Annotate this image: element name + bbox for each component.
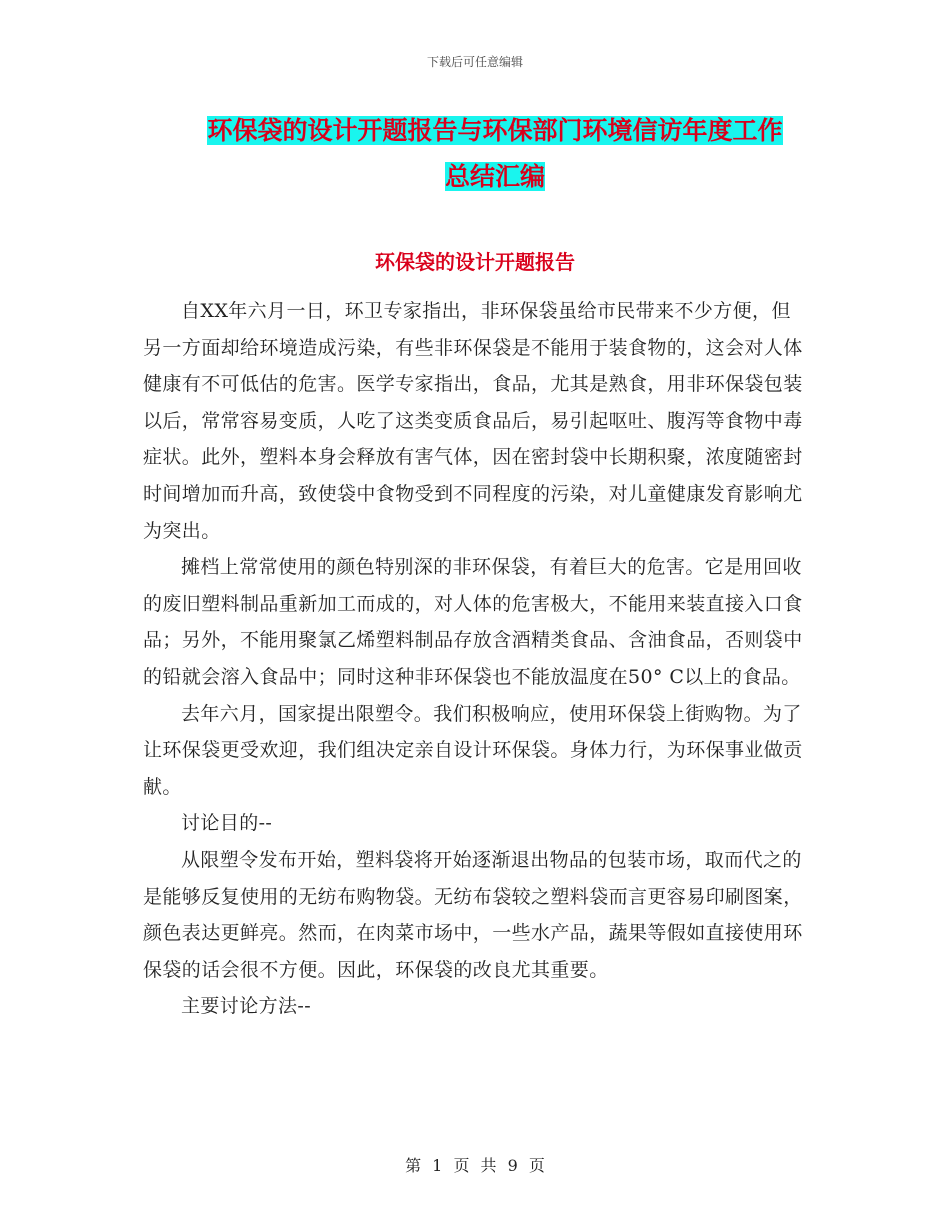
title-line-2: 总结汇编 (444, 162, 545, 191)
title-line-1: 环保袋的设计开题报告与环保部门环境信访年度工作 (207, 116, 783, 145)
page-number: 第 1 页 共 9 页 (405, 1156, 545, 1175)
page-header-note: 下载后可任意编辑 (426, 55, 523, 69)
document-title (140, 108, 850, 200)
document-body (143, 293, 807, 1025)
paragraph: 去年六月，国家提出限塑令。我们积极响应，使用环保袋上街购物。为了让环保袋更受欢迎，我们组决定亲自设计环保袋。身体力行，为环保事业做贡献。 (143, 702, 803, 798)
paragraph: 摊档上常常使用的颜色特别深的非环保袋，有着巨大的危害。它是用回收的废旧塑料制品重新加工而成的，对人体的危害极大，不能用来装直接入口食品；另外，不能用聚氯乙烯塑料制品存放含酒精类食品、含油食品，否则袋中的铅就会溶入食品中；同时这种非环保袋也不能放温度在50° C以上的食品。 (143, 556, 803, 688)
paragraph: 主要讨论方法-- (181, 995, 312, 1018)
paragraph: 讨论目的-- (181, 812, 273, 835)
paragraph: 自XX年六月一日，环卫专家指出，非环保袋虽给市民带来不少方便，但另一方面却给环境造成污染，有些非环保袋是不能用于装食物的，这会对人体健康有不可低估的危害。医学专家指出，食品，尤其是熟食，用非环保袋包装以后，常常容易变质，人吃了这类变质食品后，易引起呕吐、腹泻等食物中毒症状。此外，塑料本身会释放有害气体，因在密封袋中长期积聚，浓度随密封时间增加而升高，致使袋中食物受到不同程度的污染，对儿童健康发育影响尤为突出。 (143, 300, 803, 542)
section-title: 环保袋的设计开题报告 (375, 250, 575, 274)
paragraph: 从限塑令发布开始，塑料袋将开始逐渐退出物品的包装市场，取而代之的是能够反复使用的无纺布购物袋。无纺布袋较之塑料袋而言更容易印刷图案，颜色表达更鲜亮。然而，在肉菜市场中，一些水产品，蔬果等假如直接使用环保袋的话会很不方便。因此，环保袋的改良尤其重要。 (143, 848, 803, 981)
